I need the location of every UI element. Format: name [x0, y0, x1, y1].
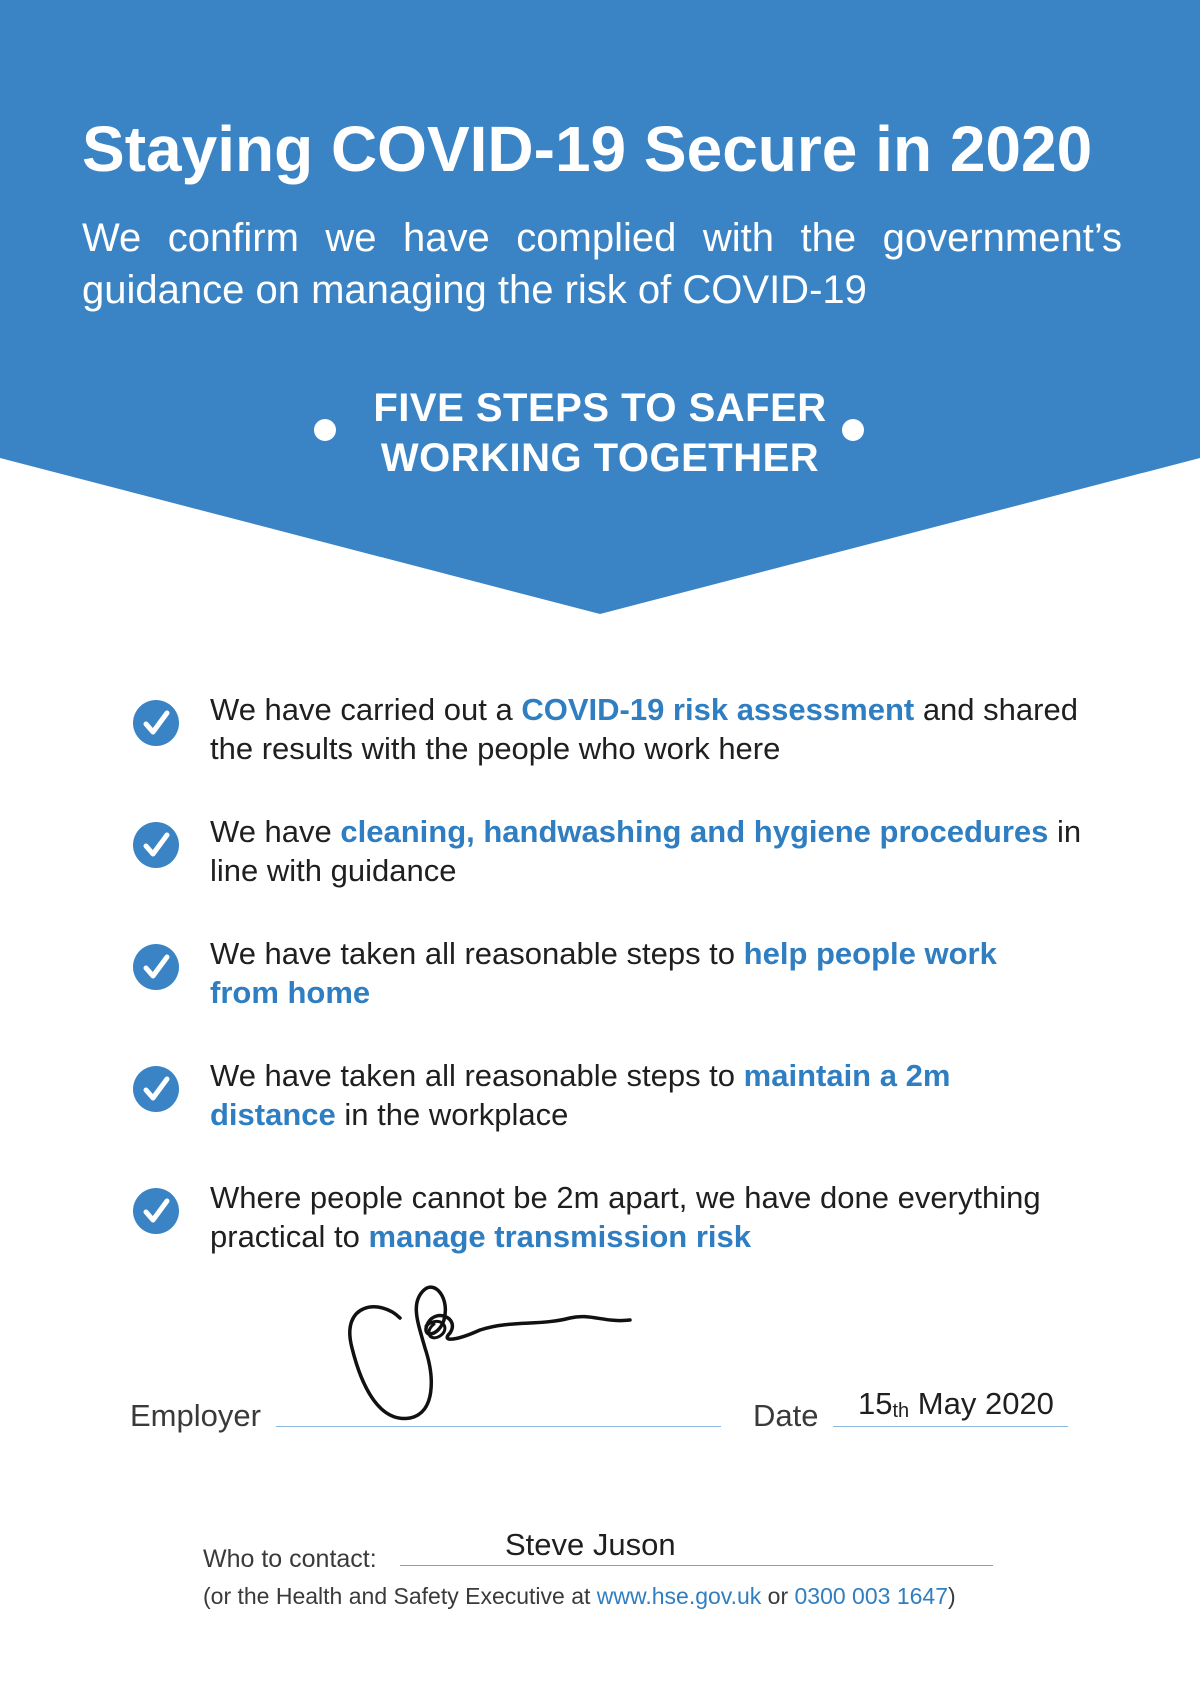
checklist-highlight: help people work from home: [210, 936, 997, 1010]
checklist-item: [0, 1056, 1200, 1156]
page-subtitle: We confirm we have complied with the government’s guidance on managing the risk of COVID-19: [82, 216, 1122, 312]
checklist-item: [0, 1178, 1200, 1278]
check-circle-icon: [132, 1065, 180, 1113]
date-line: [833, 1426, 1068, 1427]
date-label: Date: [753, 1398, 819, 1433]
checklist-item: [0, 690, 1200, 790]
hse-website-link[interactable]: www.hse.gov.uk: [596, 1583, 762, 1609]
checklist-item: [0, 812, 1200, 912]
steps-heading-line1: FIVE STEPS TO SAFER: [373, 386, 827, 430]
hse-phone-link[interactable]: 0300 003 1647: [794, 1583, 948, 1609]
date-value: $15_{th}$ May 2020: [858, 1386, 1054, 1422]
checklist-text: We have cleaning, handwashing and hygiene procedures in line with guidance: [210, 814, 1082, 888]
hse-contact-line: (or the Health and Safety Executive at www.hse.gov.uk or 0300 003 1647): [203, 1583, 956, 1609]
page-title: Staying COVID-19 Secure in 2020: [82, 113, 1093, 185]
check-circle-icon: [132, 1187, 180, 1235]
steps-heading: [300, 383, 900, 483]
contact-label: Who to contact:: [203, 1545, 377, 1573]
contact-line: [400, 1565, 993, 1566]
check-circle-icon: [132, 699, 180, 747]
contact-name: Steve Juson: [505, 1527, 676, 1562]
checklist-highlight: cleaning, handwashing and hygiene procedures: [340, 814, 1049, 849]
employer-line: [276, 1426, 721, 1427]
checklist-text: Where people cannot be 2m apart, we have done everything practical to manage transmission risk: [210, 1180, 1041, 1254]
employer-label: Employer: [130, 1398, 261, 1433]
bullet-dot-icon: [842, 419, 864, 441]
checklist-text: We have taken all reasonable steps to maintain a 2m distance in the workplace: [210, 1058, 951, 1132]
steps-heading-line2: WORKING TOGETHER: [380, 436, 820, 480]
check-circle-icon: [132, 943, 180, 991]
check-circle-icon: [132, 821, 180, 869]
checklist-highlight: manage transmission risk: [368, 1219, 752, 1254]
checklist-highlight: COVID-19 risk assessment: [521, 692, 915, 727]
checklist-highlight: maintain a 2m distance: [210, 1058, 951, 1132]
checklist-item: [0, 934, 1200, 1034]
checklist-text: We have carried out a COVID-19 risk assessment and shared the results with the people who work here: [210, 692, 1078, 766]
signature-icon: [340, 1278, 660, 1428]
checklist-text: We have taken all reasonable steps to help people work from home: [210, 936, 997, 1010]
